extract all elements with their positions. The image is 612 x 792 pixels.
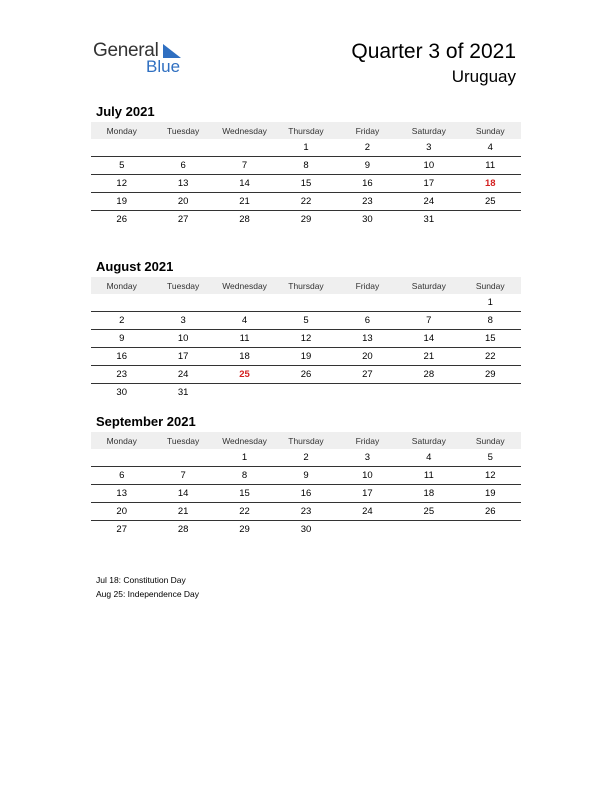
day-cell: 23 <box>362 196 373 207</box>
day-cell: 5 <box>119 160 125 171</box>
day-cell: 14 <box>423 333 435 344</box>
day-cell: 25 <box>239 369 250 380</box>
weekday-header: Thursday <box>288 435 324 446</box>
day-cell: 18 <box>239 351 250 362</box>
day-cell: 7 <box>241 160 248 171</box>
weekday-header-row <box>91 122 521 139</box>
week-row <box>91 521 521 538</box>
day-cell: 28 <box>177 524 189 535</box>
day-cell: 12 <box>484 470 496 481</box>
day-cell: 15 <box>239 488 250 499</box>
day-cell: 26 <box>300 369 312 380</box>
weekday-header: Monday <box>106 435 137 446</box>
day-cell: 20 <box>177 196 189 207</box>
day-cell: 20 <box>362 351 373 362</box>
weekday-header: Tuesday <box>166 280 200 291</box>
day-cell: 22 <box>239 506 250 517</box>
day-cell: 3 <box>426 142 432 153</box>
day-cell: 31 <box>423 214 435 225</box>
day-cell: 22 <box>484 351 496 362</box>
weekday-header: Friday <box>355 280 380 291</box>
day-cell: 16 <box>300 488 312 499</box>
day-cell: 6 <box>180 160 186 171</box>
day-cell: 10 <box>177 333 189 344</box>
day-cell: 21 <box>423 351 435 362</box>
holiday-notes <box>96 573 199 601</box>
week-row <box>91 366 521 384</box>
weekday-header: Sunday <box>475 125 505 136</box>
day-cell: 17 <box>177 351 189 362</box>
day-cell: 7 <box>180 470 186 481</box>
weekday-header: Wednesday <box>222 280 267 291</box>
day-cell: 29 <box>484 369 496 380</box>
day-cell: 26 <box>484 506 496 517</box>
weekday-header: Saturday <box>411 280 446 291</box>
week-row <box>91 157 521 175</box>
day-cell: 7 <box>426 315 432 326</box>
week-row <box>91 348 521 366</box>
day-cell: 13 <box>362 333 373 344</box>
day-cell: 19 <box>484 488 496 499</box>
day-cell: 1 <box>487 297 493 308</box>
weekday-header: Thursday <box>288 280 324 291</box>
week-row <box>91 485 521 503</box>
day-cell: 31 <box>177 387 189 398</box>
weekday-header: Tuesday <box>166 435 200 446</box>
day-cell: 4 <box>487 142 493 153</box>
day-cell: 2 <box>303 452 309 463</box>
day-cell: 11 <box>485 160 496 171</box>
weekday-header: Friday <box>355 435 380 446</box>
week-row <box>91 467 521 485</box>
day-cell: 27 <box>362 369 373 380</box>
month-title: July 2021 <box>96 104 155 119</box>
day-cell: 25 <box>484 196 496 207</box>
day-cell: 12 <box>116 178 127 189</box>
weekday-header: Friday <box>355 125 380 136</box>
weekday-header: Wednesday <box>222 435 267 446</box>
day-cell: 13 <box>177 178 189 189</box>
week-row <box>91 211 521 228</box>
day-cell: 15 <box>484 333 496 344</box>
day-cell: 1 <box>241 452 248 463</box>
day-cell: 23 <box>300 506 312 517</box>
weekday-header: Monday <box>106 125 137 136</box>
day-cell: 10 <box>423 160 435 171</box>
day-cell: 14 <box>239 178 250 189</box>
day-cell: 5 <box>303 315 309 326</box>
day-cell: 30 <box>300 524 312 535</box>
day-cell: 29 <box>300 214 312 225</box>
day-cell: 19 <box>300 351 312 362</box>
logo-text-general: General <box>93 40 159 61</box>
day-cell: 3 <box>180 315 186 326</box>
day-cell: 23 <box>116 369 127 380</box>
day-cell: 2 <box>364 142 371 153</box>
week-row <box>91 449 521 467</box>
day-cell: 6 <box>119 470 125 481</box>
day-cell: 4 <box>426 452 432 463</box>
day-cell: 3 <box>364 452 371 463</box>
day-cell: 17 <box>423 178 435 189</box>
day-cell: 5 <box>487 452 493 463</box>
day-cell: 8 <box>487 315 493 326</box>
day-cell: 9 <box>303 470 309 481</box>
day-cell: 20 <box>116 506 127 517</box>
day-cell: 8 <box>241 470 248 481</box>
day-cell: 26 <box>116 214 127 225</box>
holiday-note: Aug 25: Independence Day <box>96 589 200 599</box>
day-cell: 13 <box>116 488 127 499</box>
day-cell: 18 <box>423 488 435 499</box>
day-cell: 24 <box>177 369 189 380</box>
day-cell: 22 <box>300 196 312 207</box>
weekday-header: Saturday <box>411 435 446 446</box>
weekday-header: Sunday <box>475 435 505 446</box>
week-row <box>91 193 521 211</box>
day-cell: 21 <box>177 506 189 517</box>
day-cell: 27 <box>177 214 189 225</box>
day-cell: 29 <box>239 524 250 535</box>
weekday-header: Thursday <box>288 125 324 136</box>
day-cell: 30 <box>116 387 127 398</box>
week-row <box>91 312 521 330</box>
day-cell: 21 <box>239 196 250 207</box>
holiday-note: Jul 18: Constitution Day <box>96 575 186 585</box>
weekday-header: Saturday <box>411 125 446 136</box>
day-cell: 8 <box>303 160 309 171</box>
logo-text-blue: Blue <box>146 57 181 76</box>
day-cell: 27 <box>116 524 127 535</box>
week-row <box>91 384 521 401</box>
month-calendar <box>91 259 521 401</box>
page-subtitle: Uruguay <box>451 67 516 86</box>
day-cell: 16 <box>116 351 127 362</box>
day-cell: 14 <box>177 488 189 499</box>
day-cell: 9 <box>364 160 371 171</box>
page-title: Quarter 3 of 2021 <box>351 40 516 63</box>
day-cell: 11 <box>239 333 250 344</box>
day-cell: 9 <box>119 333 125 344</box>
weekday-header: Wednesday <box>222 125 267 136</box>
day-cell: 28 <box>239 214 250 225</box>
weekday-header-row <box>91 277 521 294</box>
day-cell: 16 <box>362 178 373 189</box>
day-cell: 17 <box>362 488 373 499</box>
month-calendar <box>91 414 521 538</box>
weekday-header: Sunday <box>475 280 505 291</box>
week-row <box>91 330 521 348</box>
day-cell: 4 <box>241 315 248 326</box>
day-cell: 28 <box>423 369 435 380</box>
day-cell: 25 <box>423 506 435 517</box>
day-cell: 10 <box>362 470 373 481</box>
day-cell: 15 <box>300 178 312 189</box>
weekday-header: Tuesday <box>166 125 200 136</box>
logo <box>93 40 193 80</box>
month-calendar <box>91 104 521 228</box>
month-title: September 2021 <box>96 414 196 429</box>
day-cell: 18 <box>484 178 496 189</box>
day-cell: 2 <box>119 315 125 326</box>
day-cell: 6 <box>364 315 371 326</box>
day-cell: 24 <box>362 506 373 517</box>
day-cell: 24 <box>423 196 435 207</box>
day-cell: 11 <box>423 470 434 481</box>
month-title: August 2021 <box>96 259 174 274</box>
week-row <box>91 503 521 521</box>
week-row <box>91 175 521 193</box>
day-cell: 1 <box>303 142 309 153</box>
day-cell: 30 <box>362 214 373 225</box>
day-cell: 12 <box>300 333 312 344</box>
weekday-header-row <box>91 432 521 449</box>
weekday-header: Monday <box>106 280 137 291</box>
week-row <box>91 139 521 157</box>
day-cell: 19 <box>116 196 127 207</box>
week-row <box>91 294 521 312</box>
